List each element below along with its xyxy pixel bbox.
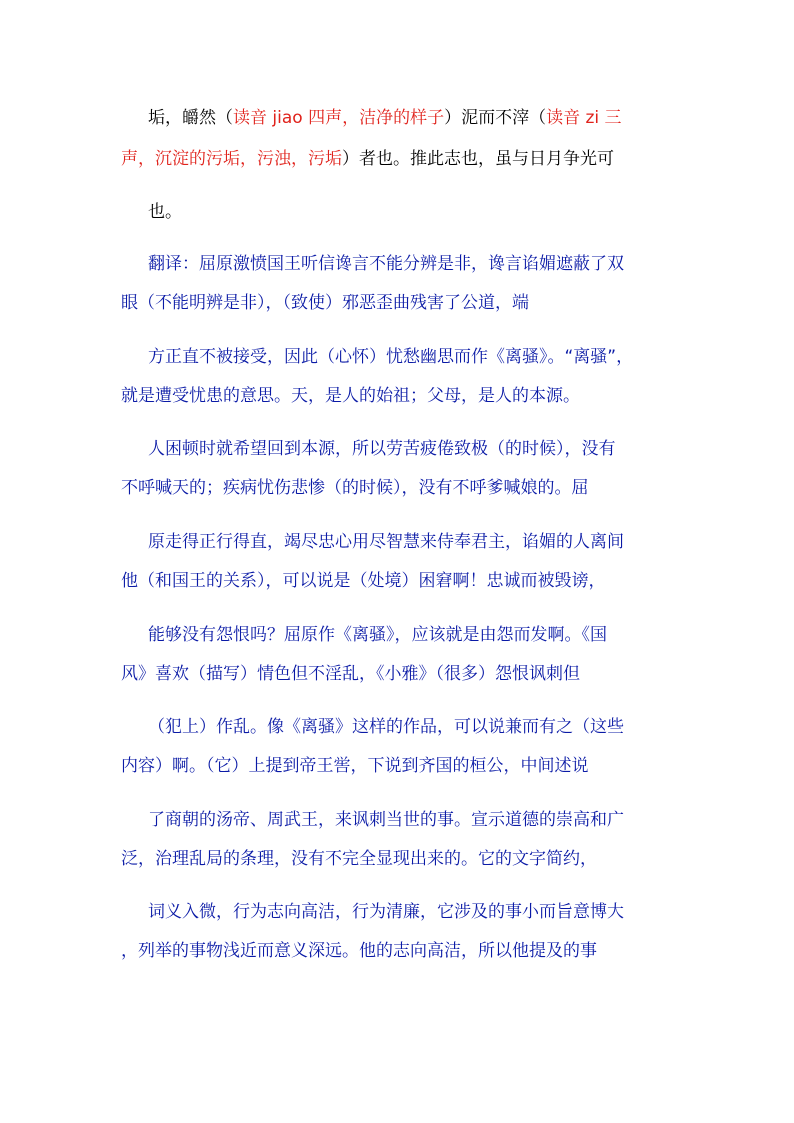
translation-line: 原走得正行得直，竭尽忠心用尽智慧来侍奉君主，谄媚的人离间 <box>148 532 624 552</box>
translation-line: （犯上）作乱。像《离骚》这样的作品，可以说兼而有之（这些 <box>148 717 624 737</box>
translation-line: 翻译：屈原激愤国王听信谗言不能分辨是非，谗言谄媚遮蔽了双 <box>148 254 624 274</box>
original-line-2 <box>121 148 614 170</box>
translation-line: 方正直不被接受，因此（心怀）忧愁幽思而作《离骚》。“离骚”， <box>148 347 634 367</box>
translation-line: 内容）啊。（它）上提到帝王喾，下说到齐国的桓公，中间述说 <box>121 756 589 776</box>
original-line-3: 也。 <box>148 202 182 222</box>
original-text: ）者也。推此志也，虽与日月争光可 <box>342 149 614 169</box>
translation-line: 风》喜欢（描写）情色但不淫乱，《小雅》（很多）怨恨讽刺但 <box>121 664 580 684</box>
translation-line: 就是遭受忧患的意思。天，是人的始祖；父母，是人的本源。 <box>121 386 580 406</box>
pronunciation-annotation: 声，沉淀的污垢，污浊，污垢 <box>121 149 342 169</box>
translation-line: 人困顿时就希望回到本源，所以劳苦疲倦致极（的时候），没有 <box>148 439 616 459</box>
pronunciation-annotation: 读音 zi 三 <box>546 108 622 128</box>
translation-line: 泛，治理乱局的条理，没有不完全显现出来的。它的文字简约， <box>121 849 597 869</box>
original-line-1 <box>148 107 622 129</box>
translation-line: ，列举的事物浅近而意义深远。他的志向高洁，所以他提及的事 <box>121 941 597 961</box>
translation-line: 词义入微，行为志向高洁，行为清廉，它涉及的事小而旨意博大 <box>148 902 624 922</box>
original-text: ）泥而不滓（ <box>444 108 547 128</box>
translation-line: 不呼喊天的；疾病忧伤悲惨（的时候），没有不呼爹喊娘的。屈 <box>121 478 589 498</box>
translation-line: 了商朝的汤帝、周武王，来讽刺当世的事。宣示道德的崇高和广 <box>148 810 624 830</box>
translation-line: 他（和国王的关系），可以说是（处境）困窘啊！忠诚而被毁谤， <box>121 571 606 591</box>
translation-line: 眼（不能明辨是非），（致使）邪恶歪曲残害了公道，端 <box>121 293 529 313</box>
translation-line: 能够没有怨恨吗？屈原作《离骚》，应该就是由怨而发啊。《国 <box>148 625 607 645</box>
original-text: 垢，皭然（ <box>148 108 233 128</box>
pronunciation-annotation: 读音 jiao 四声，洁净的样子 <box>233 108 445 128</box>
